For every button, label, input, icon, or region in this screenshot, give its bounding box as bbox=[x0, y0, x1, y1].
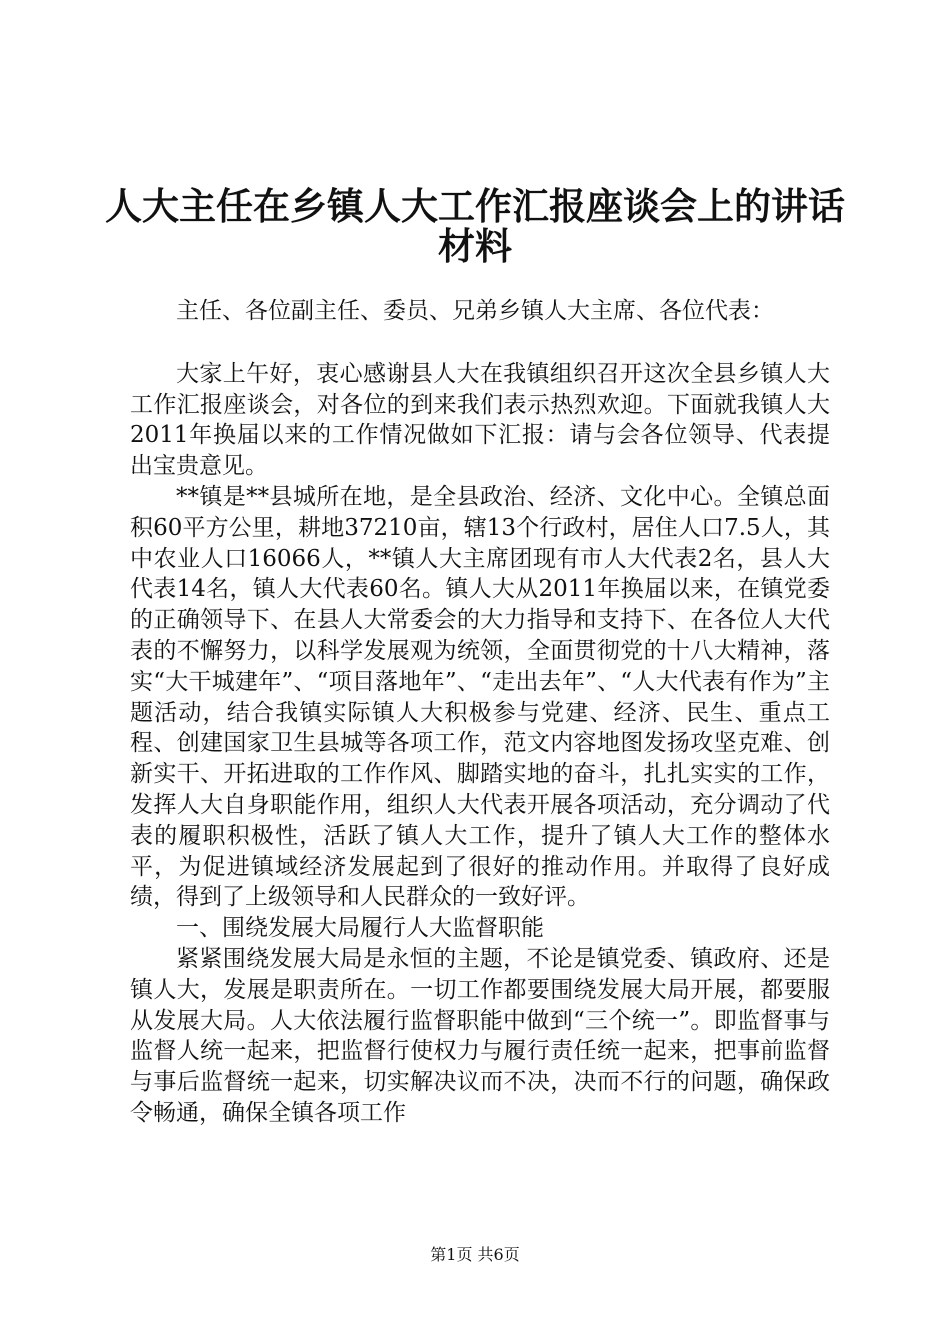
page-footer: 第1页 共6页 bbox=[430, 1245, 520, 1264]
document-body bbox=[130, 296, 830, 1129]
greeting-line: 主任、各位副主任、委员、兄弟乡镇人大主席、各位代表： bbox=[176, 298, 774, 324]
document-title-line2: 材料 bbox=[438, 224, 512, 268]
paragraph-town-overview: **镇是**县城所在地，是全县政治、经济、文化中心。全镇总面积60平方公里，耕地37210亩，辖13个行政村，居住人口7.5人，其中农业人口16066人，**镇人大主席团现有市人大代表2名，县人大代表14名，镇人大代表60名。镇人大从2011年换届以来，在镇党委的正确领导下、在县人大常委会的大力指导和支持下、在各位人大代表的不懈努力，以科学发展观为统领，全面贯彻党的十八大精神，落实“大干城建年”、“项目落地年”、“走出去年”、“人大代表有作为”主题活动，结合我镇实际镇人大积极参与党建、经济、民生、重点工程、创建国家卫生县城等各项工作，范文内容地图发扬攻坚克难、创新实干、开拓进取的工作作风、脚踏实地的奋斗，扎扎实实的工作，发挥人大自身职能作用，组织人大代表开展各项活动，充分调动了代表的履职积极性，活跃了镇人大工作，提升了镇人大工作的整体水平，为促进镇域经济发展起到了很好的推动作用。并取得了良好成绩，得到了上级领导和人民群众的一致好评。 bbox=[130, 483, 830, 911]
paragraph-opening: 大家上午好，衷心感谢县人大在我镇组织召开这次全县乡镇人大工作汇报座谈会，对各位的到来我们表示热烈欢迎。下面就我镇人大2011年换届以来的工作情况做如下汇报：请与会各位领导、代表提出宝贵意见。 bbox=[130, 360, 830, 480]
section-heading-1: 一、围绕发展大局履行人大监督职能 bbox=[176, 915, 544, 942]
document-title-line1: 人大主任在乡镇人大工作汇报座谈会上的讲话 bbox=[105, 184, 845, 228]
paragraph-supervision: 紧紧围绕发展大局是永恒的主题，不论是镇党委、镇政府、还是镇人大，发展是职责所在。一切工作都要围绕发展大局开展，都要服从发展大局。人大依法履行监督职能中做到“三个统一”。即监督事与监督人统一起来，把监督行使权力与履行责任统一起来，把事前监督与事后监督统一起来，切实解决议而不决，决而不行的问题，确保政令畅通，确保全镇各项工作 bbox=[130, 945, 830, 1126]
